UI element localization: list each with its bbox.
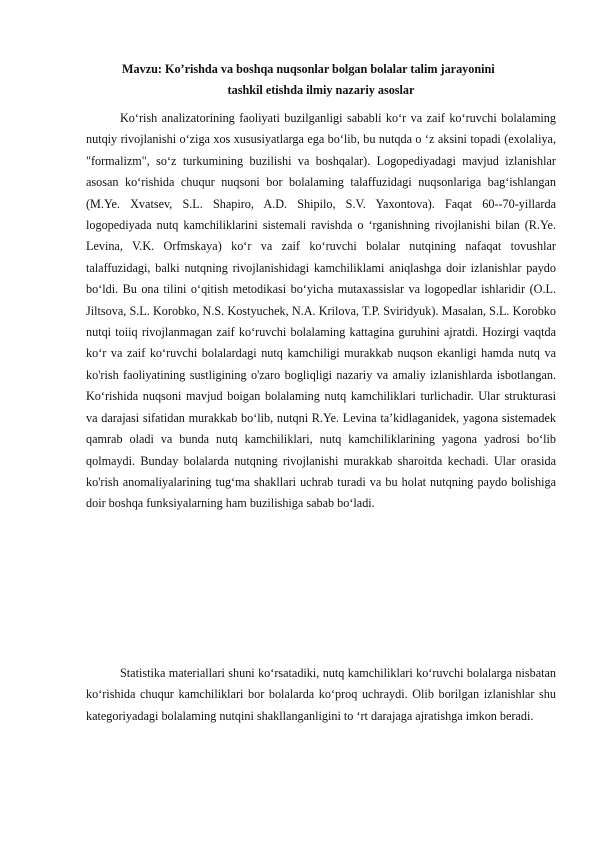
body-paragraph-2: Statistika materiallari shuni ko‘rsatadiki, nutq kamchiliklari ko‘ruvchi bolalarga nisbatan ko‘rishida chuqur kamchiliklari bor bolalarda ko‘proq uchraydi. Olib borilgan izlanishlar shu kategoriyadagi bolalaming nutqini shakllanganligini to ‘rt darajaga ajratishga imkon beradi. [86,666,556,723]
title-line-1: Mavzu: Ko’rishda va boshqa nuqsonlar bolgan bolalar talim jarayonini [122,62,495,76]
title-line-2: tashkil etishda ilmiy nazariy asoslar [227,83,415,97]
body-paragraph-1: Ko‘rish analizatorining faoliyati buzilganligi sababli ko‘r va zaif ko‘ruvchi bolalaming nutqiy rivojlanishi o‘ziga xos xususiyatlarga ega bo‘lib, bu nutqda o ‘z aksini topadi (exolaliya, "formalizm", so‘z turkumining buzilishi va boshqalar). Logopediyadagi mavjud izlanishlar asosan ko‘rishida chuqur nuqsoni bor bolalaming talaffuzidagi nuqsonlariga bag‘ishlangan (M.Ye. Xvatsev, S.L. Shapiro, A.D. Shipilo, S.V. Yaxontova). Faqat 60--70-yillarda logopediyada nutq kamchiliklarini sistemali ravishda o ‘rganishning rivojlanishi bilan (R.Ye. Levina, V.K. Orfmskaya) ko‘r va zaif ko‘ruvchi bolalar nutqining nafaqat tovushlar talaffuzidagi, balki nutqning rivojlanishidagi kamchiliklami aniqlashga doir izlanishlar paydo bo‘ldi. Bu ona tilini o‘qitish metodikasi bo‘yicha mutaxassislar va logopedlar ishlaridir (O.L. Jiltsova, S.L. Korobko, N.S. Kostyuchek, N.A. Krilova, T.P. Sviridyuk). Masalan, S.L. Korobko nutqi toiiq rivojlanmagan zaif ko‘ruvchi bolalaming kattagina guruhini ajratdi. Hozirgi vaqtda ko‘r va zaif ko‘ruvchi bolalardagi nutq kamchiligi murakkab nuqson ekanligi hamda nutq va ko'rish faoliyatining sustligining o'zaro bogliqligi nazariy va amaliy izlanishlarda isbotlangan. Ko‘rishida nuqsoni mavjud boigan bolalaming nutq kamchiliklari turlichadir. Ular strukturasi va darajasi sifatidan murakkab bo‘lib, nutqni R.Ye. Levina ta’kidlaganidek, yagona sistemadek qamrab oladi va bunda nutq kamchiliklari, nutq kamchiliklarining yagona yadrosi bo‘lib qolmaydi. Bunday bolalarda nutqning rivojlanishi murakkab sharoitda kechadi. Ular orasida ko'rish anomaliyalarining tug‘ma shakllari uchrab turadi va bu holat nutqning paydo bolishiga doir boshqa funksiyalarning ham buzilishiga sabab bo‘ladi. [86,111,556,511]
page-title [86,59,556,101]
